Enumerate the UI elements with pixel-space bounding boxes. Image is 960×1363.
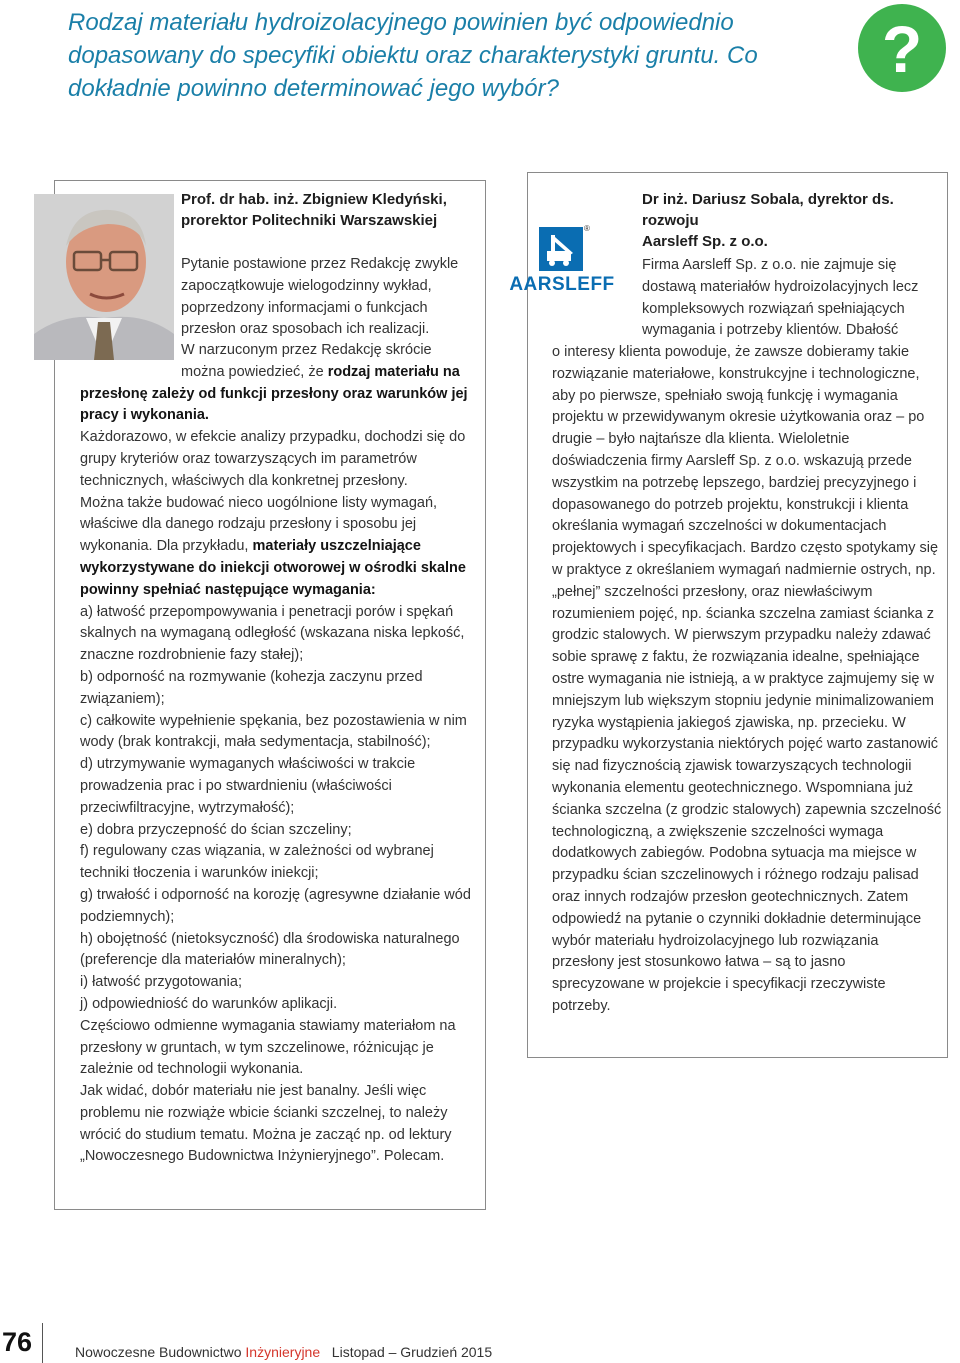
left-p3-bold: materiały uszczelniające wykorzystywane do iniekcji otworowej w ośrodki skalne powinny spełniać następujące wymagania: [80, 538, 466, 598]
issue-date: Listopad – Grudzień 2015 [331, 1344, 493, 1360]
magazine-name-part2: Inżynieryjne [245, 1344, 321, 1360]
question-mark-glyph: ? [881, 12, 923, 86]
left-p1-bold-a: rodzaj materiału na [327, 363, 460, 380]
left-p2: Każdorazowo, w efekcie analizy przypadku, dochodzi się do grupy kryteriów oraz towarzyszących im parametrów technicznych, właściwych dla konkretnej przesłony. [80, 429, 466, 489]
list-item-e: e) dobra przyczepność do ścian szczeliny; [80, 821, 352, 838]
author-portrait-photo [34, 194, 174, 360]
left-p4: Częściowo odmienne wymagania stawiamy materiałom na przesłony w gruntach, w tym szczelinowe, różnicując je zależnie od technologii wykonania. [80, 1017, 456, 1078]
left-intro-paragraph: Pytanie postawione przez Redakcję zwykle zapoczątkowuje wielogodzinny wykład, poprzedzony informacjami o funkcjach przesłon oraz sposobach ich realizacji. [181, 256, 459, 338]
aarsleff-logo-mark [539, 227, 583, 271]
list-item-f: f) regulowany czas wiązania, w zależności od wybranej techniki tłoczenia i warunków iniekcji; [80, 843, 434, 882]
list-item-c: c) całkowite wypełnienie spękania, bez pozostawienia w nim wody (brak kontrakcji, mała sedymentacja, stabilność); [80, 712, 467, 751]
list-item-d: d) utrzymywanie wymaganych właściwości w trakcie prowadzenia prac i po stwardnieniu (właściwości przeciwfiltracyjne, wytrzymałość); [80, 756, 416, 816]
aarsleff-logo-wordmark: AARSLEFF [509, 274, 615, 295]
left-author-caption [181, 189, 481, 231]
list-item-b: b) odporność na rozmywanie (kohezja zaczynu przed związaniem); [80, 668, 423, 707]
list-item-i: i) łatwość przygotowania; [80, 974, 242, 991]
left-p1-line1: W narzuconym przez Redakcję skrócie [181, 342, 432, 358]
right-author-company: Aarsleff Sp. z o.o. [642, 233, 768, 250]
left-p3 [80, 493, 478, 602]
footer-divider [42, 1323, 43, 1363]
registered-mark: ® [584, 224, 590, 233]
right-author-caption [642, 189, 942, 252]
left-author-name: Prof. dr hab. inż. Zbigniew Kledyński, [181, 191, 447, 208]
question-heading: Rodzaj materiału hydroizolacyjnego powinien być odpowiednio dopasowany do specyfiki obiektu oraz charakterystyki gruntu. Co dokładnie powinno determinować jego wybór? [68, 9, 758, 102]
left-p1-rest [80, 362, 478, 427]
list-item-g: g) trwałość i odporność na korozję (agresywne działanie wód podziemnych); [80, 886, 471, 925]
right-author-name: Dr inż. Dariusz Sobala, dyrektor ds. rozwoju [642, 191, 894, 229]
left-p1-lead: można powiedzieć, że [181, 363, 328, 380]
page-number: 76 [2, 1327, 33, 1357]
list-item-j: j) odpowiedniość do warunków aplikacji. [80, 995, 338, 1012]
left-body [80, 340, 478, 1168]
magazine-name-part1: Nowoczesne Budownictwo [75, 1344, 246, 1360]
list-item-a: a) łatwość przepompowywania i penetracji porów i spękań skalnych na wymaganą odległość (wskazana niska lepkość, znaczne rozdrobnienie fazy stałej); [80, 603, 465, 664]
left-p3-lead: Można także budować nieco uogólnione listy wymagań, właściwe dla danego rodzaju przesłony i sposobu jej wykonania. Dla przykładu, [80, 494, 438, 555]
left-author-title: prorektor Politechniki Warszawskiej [181, 212, 438, 229]
right-intro-paragraph: Firma Aarsleff Sp. z o.o. nie zajmuje się dostawą materiałów hydroizolacyjnych lecz kompleksowych rozwiązań spełniających wymagania i potrzeby klientów. Dbałość [642, 257, 919, 339]
right-body-paragraph: o interesy klienta powoduje, że zawsze dobieramy takie rozwiązanie materiałowe, konstrukcyjne i technologiczne, aby po pierwsze, spełniało swoją funkcję i wymagania projektu w przewidywanym okresie użytkowania oraz – po drugie – było najtańsze dla klienta. Wieloletnie doświadczenia firmy Aarsleff Sp. z o.o. wskazują przede wszystkim na potrzebę lepszego, bardziej precyzyjnego i dopasowanego do potrzeb projektu, konstrukcji i klienta określania wymagań szczelności w dokumentacjach projektowych i specyfikacjach. Bardzo często spotykamy się w praktyce z określaniem wymagań nadmiernie ostrych, np. „pełnej” szczelności przesłony, oraz niewłaściwym rozumieniem pojęć, np. ścianka szczelna zamiast ścianka z grodzic stalowych. W pierwszym przypadku należy zdawać sobie sprawę z faktu, że rozwiązania idealne, spełniające ostre wymagania nie istnieją, a w praktyce zajmujemy się w mniejszym lub większym stopniu jedynie minimalizowaniem ryzyka wystąpienia jakiegoś zjawiska, np. przecieku. W przypadku wykorzystania niektórych pojęć warto zastanowić się nad fizycznością zjawisk towarzyszących technologii wykonania elementu geotechnicznego. Wspomniana już ścianka szczelna (z grodzic stalowych) zapewnia szczelność technologiczną, a zwiększenie szczelności wymaga dodatkowych zabiegów. Podobna sytuacja ma miejsce w przypadku ścian szczelinowych i różnego rodzaju palisad oraz innych rodzajów przesłon geotechnicznych. Zatem odpowiedź na pytanie o czynniki dokładnie determinujące wybór materiału hydroizolacyjnego lub rozwiązania przesłony jest stosunkowo łatwa – są to jasno sprecyzowane w projekcie i specyfikacji rzeczywiste potrzeby. [552, 344, 942, 1014]
left-p5: Jak widać, dobór materiału nie jest banalny. Jeśli więc problemu nie rozwiąże wbicie ścianki szczelnej, to należy wrócić do studium tematu. Można je zacząć np. od lektury „Nowoczesnego Budownictwa Inżynieryjnego”. Polecam. [80, 1083, 452, 1165]
question-mark-icon [858, 4, 946, 92]
aarsleff-logo [498, 224, 626, 296]
list-item-h: h) obojętność (nietoksyczność) dla środowiska naturalnego (preferencje dla materiałów mineralnych); [80, 930, 460, 969]
left-p1-bold-b: przesłonę zależy od funkcji przesłony oraz warunków jej pracy i wykonania. [80, 385, 468, 424]
footer-magazine [75, 1344, 492, 1360]
